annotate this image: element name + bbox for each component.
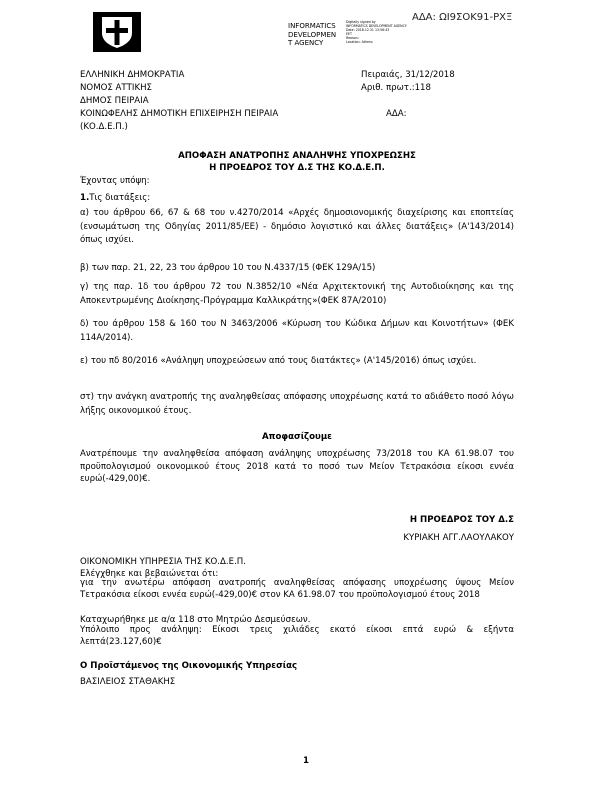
finance-head-title: Ο Προϊστάμενος της Οικονομικής Υπηρεσίας [80,661,298,671]
finance-checked: Ελέγχθηκε και βεβαιώνεται ότι: [80,569,219,579]
title-line2: Η ΠΡΟΕΔΡΟΣ ΤΟΥ Δ.Σ ΤΗΣ ΚΟ.Δ.Ε.Π. [209,163,385,173]
finance-balance: Υπόλοιπο προς ανάληψη: Είκοσι τρεις χιλιάδες εκατό είκοσι επτά ευρώ & εξήντα λεπτά(23.127,60)€ [80,625,514,647]
finance-head-name: ΒΑΣΙΛΕΙΟΣ ΣΤΑΘΑΚΗΣ [80,677,176,687]
agency-label: INFORMATICS DEVELOPMEN T AGENCY [288,22,337,47]
greek-emblem-icon [93,12,141,52]
page-number: 1 [303,756,309,766]
finance-service: ΟΙΚΟΝΟΜΙΚΗ ΥΠΗΡΕΣΙΑ ΤΗΣ ΚΟ.Δ.Ε.Π. [80,557,247,567]
clause-e: ε) του πδ 80/2016 «Ανάληψη υποχρεώσεων από τους διατάκτες» (Α'145/2016) όπως ισχύει. [80,356,477,366]
clause-st: στ) την ανάγκη ανατροπής της αναληφθείσας απόφασης υποχρέωσης κατά το αδιάθετο ποσό λόγω λήξης οικονομικού έτους. [80,392,514,416]
place-date: Πειραιάς, 31/12/2018 [361,70,455,80]
digital-signature-block: Digitally signed by INFORMATICS DEVELOPMENT AGENCY Date: 2018.12.31 13:56:43 EET Reason: Location: Athens [346,20,407,44]
ada-top: ΑΔΑ: ΩΙ9ΣΟΚ91-ΡΧΞ [412,12,513,23]
issuer-block: ΕΛΛΗΝΙΚΗ ΔΗΜΟΚΡΑΤΙΑ ΝΟΜΟΣ ΑΤΤΙΚΗΣ ΔΗΜΟΣ ΠΕΙΡΑΙΑ ΚΟΙΝΩΦΕΛΗΣ ΔΗΜΟΤΙΚΗ ΕΠΙΧΕΙΡΗΣΗ ΠΕΙΡΑΙΑ (ΚΟ.Δ.Ε.Π.) [80,70,279,132]
item-1: 1.Τις διατάξεις: [80,193,151,203]
decision-heading: Αποφασίζουμε [262,432,332,442]
signature-name: ΚΥΡΙΑΚΗ ΑΓΓ.ΛΑΟΥΛΑΚΟΥ [403,533,514,543]
finance-text: για την ανωτέρω απόφαση ανατροπής αναληφθείσας απόφασης υποχρέωσης ύψους Μείον Τετρακόσια είκοσι εννέα ευρώ(-429,00)€ στον ΚΑ 61.98.07 του προϋπολογισμού έτους 2018 [80,578,514,600]
clause-d: δ) του άρθρου 158 & 160 του Ν 3463/2006 «Κύρωση του Κώδικα Δήμων και Κοινοτήτων» (ΦΕΚ 114Α/2014). [80,319,514,343]
ada-label: ΑΔΑ: [386,109,407,119]
clause-a: α) του άρθρου 66, 67 & 68 του ν.4270/2014 «Αρχές δημοσιονομικής διαχείρισης και εποπτείας (ενσωμάτωση της Οδηγίας 2011/85/ΕΕ) - δημόσιο λογιστικό και άλλες διατάξεις» (Α'143/2014) όπως ισχύει. [80,208,514,245]
title-line1: ΑΠΟΦΑΣΗ ΑΝΑΤΡΟΠΗΣ ΑΝΑΛΗΨΗΣ ΥΠΟΧΡΕΩΣΗΣ [178,151,416,161]
finance-registered: Καταχωρήθηκε με α/α 118 στο Μητρώο Δεσμεύσεων. [80,615,311,625]
clause-b: β) των παρ. 21, 22, 23 του άρθρου 10 του Ν.4337/15 (ΦΕΚ 129Α/15) [80,263,376,273]
decision-text: Ανατρέπουμε την αναληφθείσα απόφαση ανάληψης υποχρέωσης 73/2018 του ΚΑ 61.98.07 του προϋπολογισμού οικονομικού έτους 2018 κατά το ποσό των Μείον Τετρακόσια είκοσι εννέα ευρώ(-429,00)€. [80,449,514,484]
clause-g: γ) της παρ. 1δ του άρθρου 72 του Ν.3852/10 «Νέα Αρχιτεκτονική της Αυτοδιοίκησης και της Αποκεντρωμένης Διοίκησης-Πρόγραμμα Καλλικράτης»(ΦΕΚ 87Α/2010) [80,282,514,306]
protocol-number: Αριθ. πρωτ.:118 [361,83,431,93]
signature-role: Η ΠΡΟΕΔΡΟΣ ΤΟΥ Δ.Σ [409,515,514,525]
intro-text: Έχοντας υπόψη: [80,176,150,186]
